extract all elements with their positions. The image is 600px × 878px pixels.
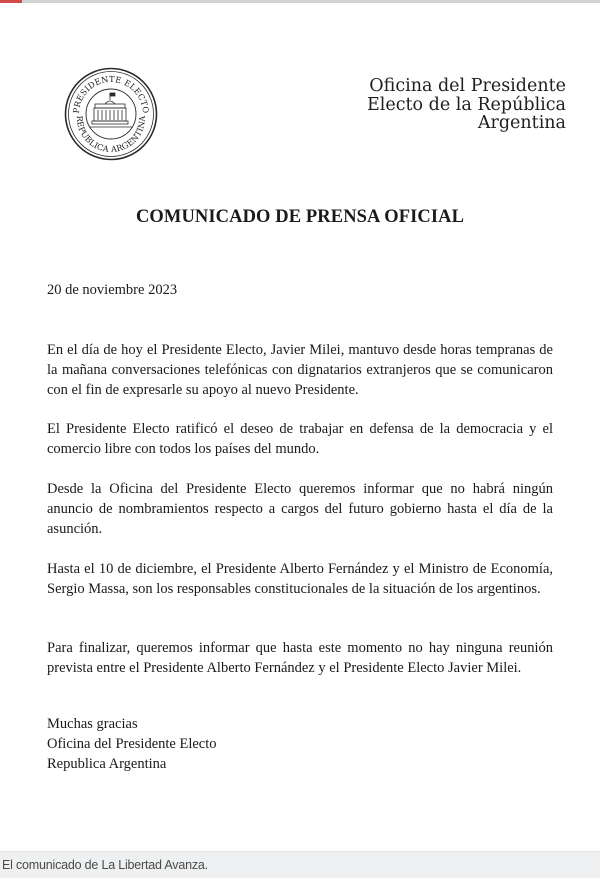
closing-line-2: Oficina del Presidente Electo bbox=[47, 736, 217, 752]
closing-line-3: Republica Argentina bbox=[47, 756, 167, 772]
office-line-3: Argentina bbox=[477, 113, 566, 133]
office-line-1: Oficina del Presidente bbox=[369, 76, 566, 96]
closing-line-1: Muchas gracias bbox=[47, 716, 138, 732]
press-release-image bbox=[0, 3, 600, 852]
seal-top-text: PRESIDENTE ELECTO bbox=[70, 73, 152, 114]
document-date: 20 de noviembre 2023 bbox=[47, 282, 178, 298]
image-caption: El comunicado de La Libertad Avanza. bbox=[2, 858, 208, 872]
paragraph-3: Desde la Oficina del Presidente Electo queremos informar que no habrá ningún anuncio de nombramientos respecto a cargos del futuro gobierno hasta el día de la asunción. bbox=[47, 481, 553, 537]
paragraph-2: El Presidente Electo ratificó el deseo de trabajar en defensa de la democracia y el comercio libre con todos los países del mundo. bbox=[47, 421, 553, 457]
presidential-seal-icon bbox=[64, 67, 158, 161]
paragraph-4: Hasta el 10 de diciembre, el Presidente Alberto Fernández y el Ministro de Economía, Sergio Massa, son los responsables constitucionales de la situación de los argentinos. bbox=[47, 561, 553, 597]
paragraph-5: Para finalizar, queremos informar que hasta este momento no hay ninguna reunión prevista entre el Presidente Alberto Fernández y el Presidente Electo Javier Milei. bbox=[47, 640, 553, 676]
closing-signature bbox=[47, 714, 217, 774]
office-line-2: Electo de la República bbox=[366, 94, 566, 115]
seal-bottom-text: REPUBLICA ARGENTINA bbox=[74, 115, 148, 155]
paragraph-1: En el día de hoy el Presidente Electo, Javier Milei, mantuvo desde horas tempranas de la mañana conversaciones telefónicas con dignatarios extranjeros que se comunicaron con el fin de expresarle su apoyo al nuevo Presidente. bbox=[47, 342, 553, 398]
document-headline: COMUNICADO DE PRENSA OFICIAL bbox=[135, 207, 465, 227]
office-header bbox=[367, 77, 566, 133]
